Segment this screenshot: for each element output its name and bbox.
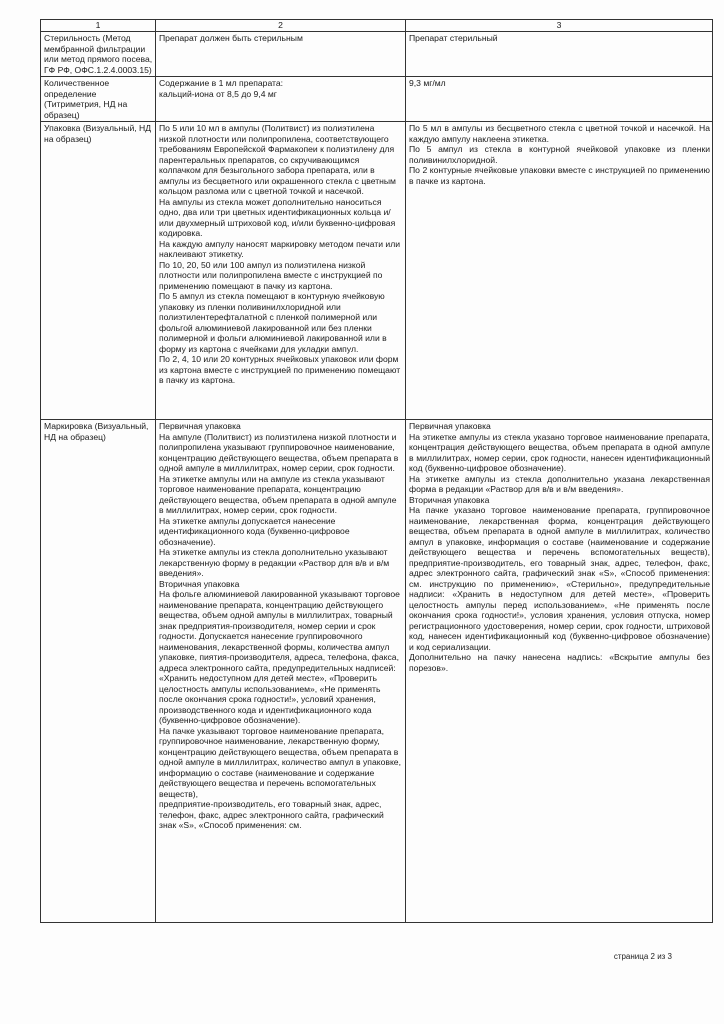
result-text: На пачке указано торговое наименование препарата, группировочное наименование, лекарственная форма, концентрация действующего вещества, объем препарата в одной ампуле в миллилитрах, количество ампул в упаковке, информация о составе (наименование и содержание действующего вещества и перечень вспомогательных веществ), предприятие-производитель, его товарный знак, адрес, телефон, факс, адрес электронного сайта, графический знак «S», «Способ применения: см. инструкцию по применению», «Стерильно», предупредительные надписи: «Хранить в недоступном для детей месте», «Проверить целостность ампулы перед использованием», «Не применять после окончания срока годности!», условия хранения, условия отпуска, номер регистрационного удостоверения, номер серии, срок годности, штриховой код, нанесен идентификационный код (буквенно-цифровое обозначение) и код сериализации.: [409, 505, 710, 652]
result-cell: [406, 420, 713, 923]
result-cell: [406, 77, 713, 122]
result-text: По 5 ампул из стекла в контурной ячейковой упаковке из пленки поливинилхлоридной.: [409, 144, 710, 165]
requirement-cell: [156, 122, 406, 420]
result-text: По 2 контурные ячейковые упаковки вместе с инструкцией по применению в пачке из картона.: [409, 165, 710, 186]
section-heading: Вторичная упаковка: [159, 578, 240, 589]
result-text: 9,3 мг/мл: [409, 78, 446, 88]
requirement-text: Содержание в 1 мл препарата:: [159, 78, 284, 88]
requirement-text: На этикетке ампулы допускается нанесение идентификационного кода (буквенно-цифровое обозначение).: [159, 515, 350, 547]
section-heading: Первичная упаковка: [159, 421, 241, 431]
section-heading: Вторичная упаковка: [409, 494, 490, 505]
requirement-text: На каждую ампулу наносят маркировку методом печати или наклеивают этикетку.: [159, 238, 401, 259]
result-cell: [406, 32, 713, 77]
requirement-text: На фольге алюминиевой лакированной указывают торговое наименование препарата, концентрацию действующего вещества, объем одной ампулы в миллилитрах, товарный знак предприятия-производителя, номер серии и срок годности. Допускается нанесение группировочного наименования, лекарственной формы, количества ампул упаковке, пиятия-производителя, адреса, телефона, факса, адреса электронного сайта, предупредительных надписей: «Хранить недоступном для детей месте», «Проверить целостность ампулы использованием», «Не применять после окончания срока годности!», условий хранения, производственного кода и идентификационного кода (буквенно-цифровое обозначение).: [159, 589, 400, 725]
row-name-cell: [41, 420, 156, 923]
section-heading: Первичная упаковка: [409, 421, 491, 431]
requirement-text: По 5 ампул из стекла помещают в контурную ячейковую упаковку из пленки поливинилхлоридной или полиэтилентерефталатной с пленкой полимерной или фольгой алюминиевой лакированной или без пленки полимерной и фольги алюминиевой лакированной или в форму из картона с ячейками для укладки ампул.: [159, 291, 387, 354]
column-header: 2: [156, 20, 406, 32]
requirement-text: На этикетке ампулы из стекла дополнительно указывают лекарственную форму в редакции «Раствор для в/в и в/м введения».: [159, 547, 390, 578]
result-text: На этикетке ампулы из стекла указано торговое наименование препарата, концентрация действующего вещества, объем препарата в одной ампуле в миллилитрах, номер серии, срок годности, нанесен идентификационный код (буквенно-цифровое обозначение).: [409, 431, 710, 473]
column-header: 1: [41, 20, 156, 32]
row-name: Количественное определение (Титриметрия, НД на образец): [44, 78, 128, 120]
requirement-cell: [156, 32, 406, 77]
table-row: [41, 122, 713, 420]
row-name: Маркировка (Визуальный, НД на образец): [44, 421, 149, 442]
specification-table: [40, 19, 713, 923]
requirement-cell: [156, 420, 406, 923]
row-name-cell: [41, 122, 156, 420]
result-text: На этикетке ампулы из стекла дополнительно указана лекарственная форма в редакции «Раствор для в/в и в/м введения».: [409, 473, 710, 494]
table-row: [41, 77, 713, 122]
result-text: Препарат стерильный: [409, 33, 498, 43]
requirement-text: На этикетке ампулы или на ампуле из стекла указывают торговое наименование препарата, концентрацию действующего вещества, объем препарата в одной ампуле в миллилитрах, номер серии, срок годности.: [159, 473, 397, 515]
column-header: 3: [406, 20, 713, 32]
table-header-row: [41, 20, 713, 32]
table-row: [41, 420, 713, 923]
requirement-text: По 5 или 10 мл в ампулы (Политвист) из полиэтилена низкой плотности или полипропилена, соответствующего требованиям Европейской Фармакопеи к полиэтилену для парентеральных препаратов, со скручивающимся колпачком для безыгольного забора препарата, или в ампулы из бесцветного или окрашенного стекла с цветным кольцом разлома или с цветной точкой и насечкой.: [159, 123, 396, 196]
requirement-cell: [156, 77, 406, 122]
requirement-text: Препарат должен быть стерильным: [159, 33, 303, 43]
requirement-text: предприятие-производитель, его товарный знак, адрес, телефон, факс, адрес электронного сайта, графический знак «S», «Способ применения: см.: [159, 799, 384, 830]
requirement-text: На ампулы из стекла может дополнительно наноситься одно, два или три цветных идентификационных кольца и/или двухмерный штриховой код, и/или буквенно-цифровая кодировка.: [159, 196, 396, 238]
result-cell: [406, 122, 713, 420]
page-number: страница 2 из 3: [613, 952, 672, 961]
requirement-text: По 10, 20, 50 или 100 ампул из полиэтилена низкой плотности или полипропилена вместе с инструкцией по применению помещают в пачку из картона.: [159, 259, 383, 291]
row-name: Стерильность (Метод мембранной фильтрации или метод прямого посева, ГФ РФ, ОФС.1.2.4.0003.15): [44, 33, 153, 75]
result-text: По 5 мл в ампулы из бесцветного стекла с цветной точкой и насечкой. На каждую ампулу наклеена этикетка.: [409, 123, 710, 144]
row-name-cell: [41, 32, 156, 77]
result-text: Дополнительно на пачку нанесена надпись: «Вскрытие ампулы без порезов».: [409, 652, 710, 673]
requirement-text: На ампуле (Политвист) из полиэтилена низкой плотности и полипропилена указывают группировочное наименование, концентрацию действующего вещества, объем препарата в одной ампуле в миллилитрах, номер серии, срок годности.: [159, 431, 399, 473]
requirement-text: кальций-иона от 8,5 до 9,4 мг: [159, 88, 277, 99]
requirement-text: По 2, 4, 10 или 20 контурных ячейковых упаковок или форм из картона вместе с инструкцией по применению помещают в пачку из картона.: [159, 354, 401, 385]
row-name: Упаковка (Визуальный, НД на образец): [44, 123, 152, 144]
row-name-cell: [41, 77, 156, 122]
requirement-text: На пачке указывают торговое наименование препарата, группировочное наименование, лекарственную форму, концентрацию действующего вещества, объем препарата в одной ампуле в миллилитрах, количество ампул в упаковке, информацию о составе (наименование и содержание действующего вещества и перечень вспомогательных веществ),: [159, 725, 401, 799]
table-row: [41, 32, 713, 77]
